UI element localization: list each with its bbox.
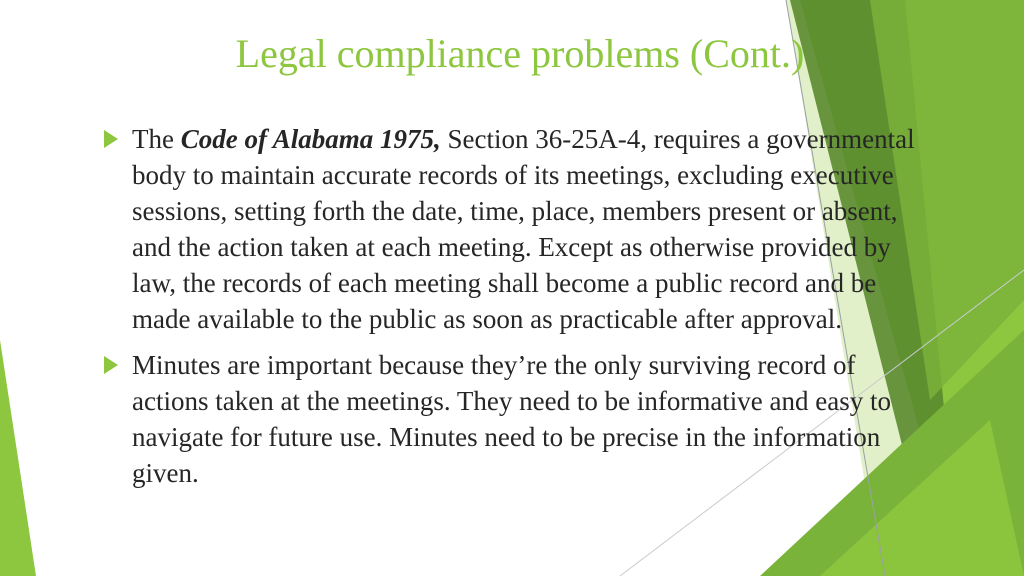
left-green-sliver bbox=[0, 340, 36, 576]
bullet-prefix: The bbox=[132, 124, 181, 154]
bullet-list bbox=[100, 121, 930, 501]
bullet-item-minutes bbox=[100, 347, 930, 491]
triangle-right-icon bbox=[104, 356, 118, 374]
slide-title: Legal compliance problems (Cont.) bbox=[235, 31, 805, 76]
bullet-item-code-of-alabama bbox=[100, 121, 930, 337]
bullet-text: Section 36-25A-4, requires a governmental body to maintain accurate records of its meetings, excluding executive sessions, setting forth the date, time, place, members present or absent, and the action taken at each meeting. Except as otherwise provided by law, the records of each meeting shall become a public record and be made available to the public as soon as practicable after approval. bbox=[132, 124, 915, 334]
bullet-text: Minutes are important because they’re the only surviving record of actions taken at the meetings. They need to be informative and easy to navigate for future use. Minutes need to be precise in the information given. bbox=[132, 350, 892, 488]
triangle-right-icon bbox=[104, 130, 118, 148]
statute-name: Code of Alabama 1975, bbox=[180, 124, 441, 154]
